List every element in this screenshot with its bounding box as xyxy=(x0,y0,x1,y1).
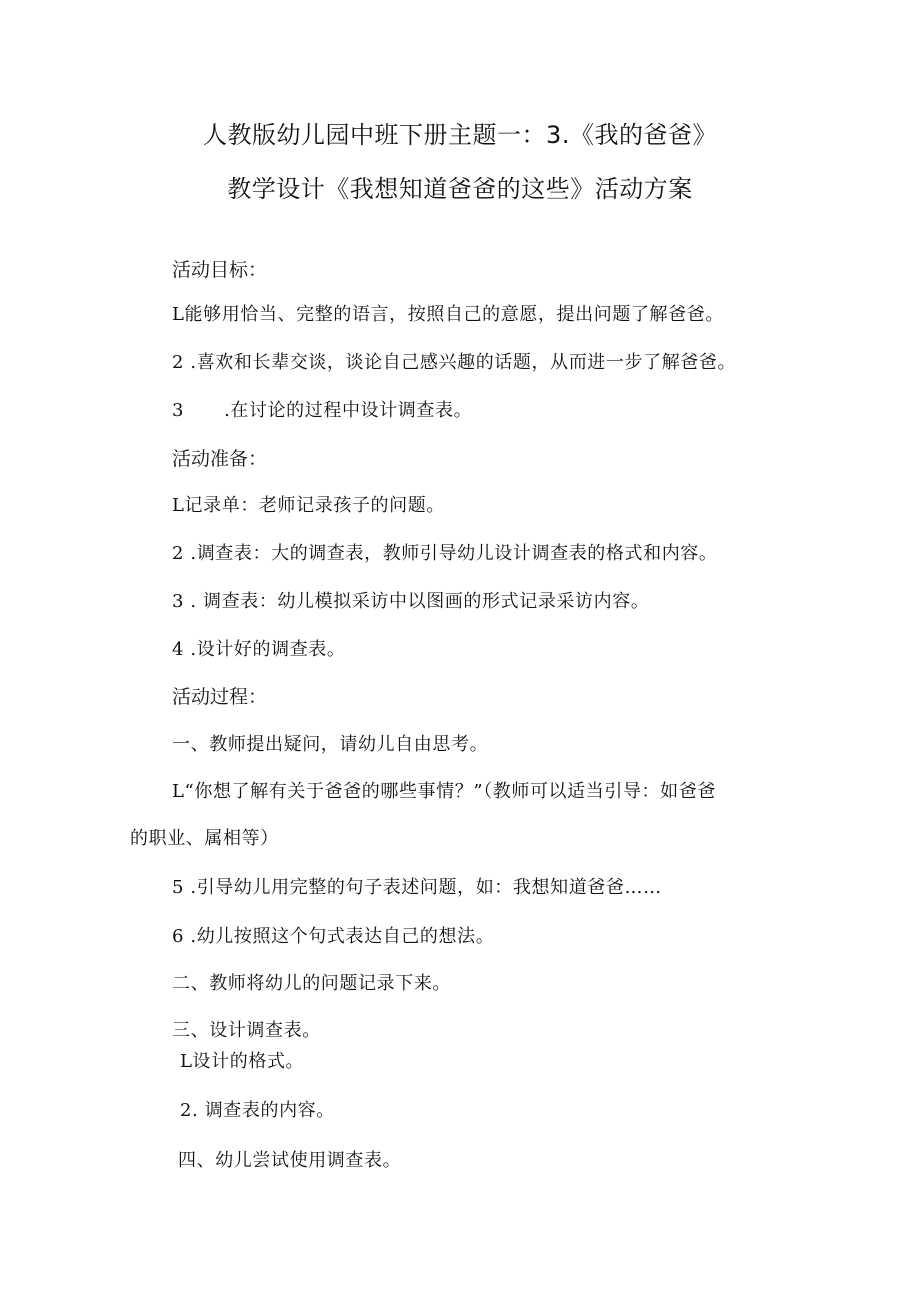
document-title-line-2: 教学设计《我想知道爸爸的这些》活动方案 xyxy=(227,175,693,203)
process-item-7: L设计的格式。 xyxy=(180,1051,305,1072)
process-item-3: 5 .引导幼儿用完整的句子表述问题，如：我想知道爸爸…… xyxy=(172,877,662,898)
process-item-1: 一、教师提出疑问，请幼儿自由思考。 xyxy=(172,734,489,755)
section-heading-goals: 活动目标： xyxy=(172,259,268,281)
process-item-6: 三、设计调查表。 xyxy=(172,1020,321,1041)
process-item-4: 6 .幼儿按照这个句式表达自己的想法。 xyxy=(172,926,495,947)
goal-item-1: L能够用恰当、完整的语言，按照自己的意愿，提出问题了解爸爸。 xyxy=(172,304,724,325)
goal-item-3-number: 3 xyxy=(172,400,185,421)
goal-item-3-text: .在讨论的过程中设计调查表。 xyxy=(224,400,473,421)
goal-item-2: 2 .喜欢和长辈交谈，谈论自己感兴趣的话题，从而进一步了解爸爸。 xyxy=(172,352,737,373)
process-item-5: 二、教师将幼儿的问题记录下来。 xyxy=(172,973,451,994)
section-heading-process: 活动过程： xyxy=(172,686,268,708)
process-item-8: 2. 调查表的内容。 xyxy=(180,1100,335,1121)
process-item-2: L“你想了解有关于爸爸的哪些事情？”（教师可以适当引导：如爸爸 xyxy=(172,781,716,802)
section-heading-prep: 活动准备： xyxy=(172,448,268,470)
prep-item-2: 2 .调查表：大的调查表，教师引导幼儿设计调查表的格式和内容。 xyxy=(172,543,718,564)
process-item-2-continued: 的职业、属相等） xyxy=(130,828,279,849)
prep-item-1: L记录单：老师记录孩子的问题。 xyxy=(172,495,445,516)
document-title-line-1: 人教版幼儿园中班下册主题一：3.《我的爸爸》 xyxy=(203,121,717,149)
goal-item-3 xyxy=(172,398,472,424)
prep-item-4: 4 .设计好的调查表。 xyxy=(172,639,346,660)
prep-item-3: 3 . 调查表：幼儿模拟采访中以图画的形式记录采访内容。 xyxy=(172,591,650,612)
process-item-9: 四、幼儿尝试使用调查表。 xyxy=(178,1150,402,1171)
